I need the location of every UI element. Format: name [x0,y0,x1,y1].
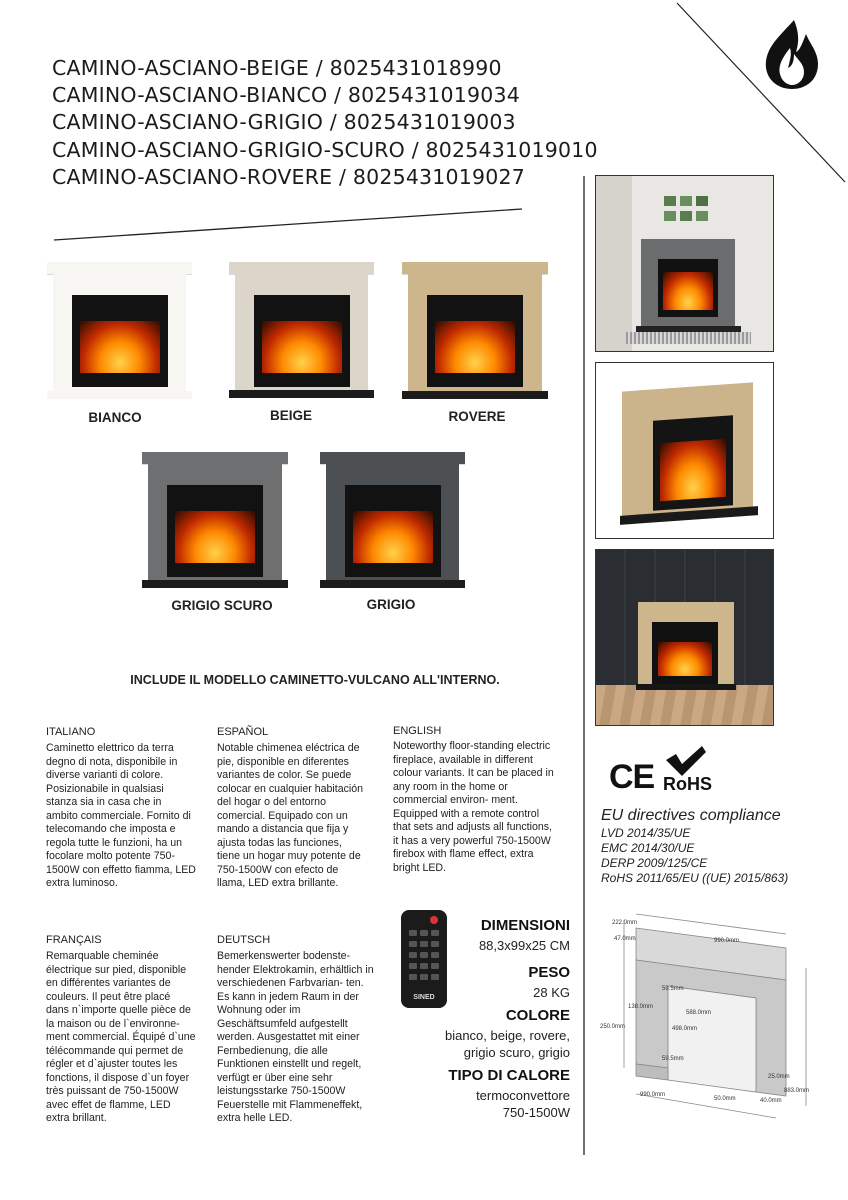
remote-brand: SINED [413,994,435,1001]
dim-label: 25.0mm [768,1074,790,1080]
dim-label: 47.0mm [614,936,636,942]
rohs-mark: RoHS [663,774,712,794]
lang-heading-fr: FRANÇAIS [46,934,102,946]
ce-mark: CE [609,758,655,796]
eu-directive: EMC 2014/30/UE [601,841,695,855]
product-title-line: CAMINO-ASCIANO-GRIGIO-SCURO / 8025431019010 [52,138,598,162]
fireplace-swatch [402,262,548,399]
dim-label: 222.0mm [612,920,638,926]
lang-heading-it: ITALIANO [46,726,96,738]
dim-label: 250.0mm [600,1024,626,1030]
dim-label: 498.0mm [672,1026,698,1032]
include-note: INCLUDE IL MODELLO CAMINETTO-VULCANO ALL'INTERNO. [130,673,500,687]
dim-label: 138.0mm [628,1004,654,1010]
eu-directive: DERP 2009/125/CE [601,856,708,870]
spec-weight-value: 28 KG [533,985,570,1000]
product-title-line: CAMINO-ASCIANO-ROVERE / 8025431019027 [52,165,526,189]
eu-directive: LVD 2014/35/UE [601,826,691,840]
spec-dimensions-label: DIMENSIONI [480,917,570,934]
spec-heat-label: TIPO DI CALORE [448,1067,570,1084]
dim-label: 990.0mm [640,1092,666,1098]
lang-text-es: Notable chimenea eléctrica de pie, disponible en diferentes variantes de color. Se puede colocar en cualquier habitación del hogar o del entorno comercial. Equipado con un mando a distancia que fija y ajusta todas las funciones, tiene un hogar muy potente de 750-1500W con efecto de llama, LED extra brillante. [217,742,364,889]
product-title-line: CAMINO-ASCIANO-BEIGE / 8025431018990 [52,56,502,80]
variant-label: BIANCO [88,410,142,425]
lang-text-it: Caminetto elettrico da terra degno di nota, disponibile in diverse varianti di colore. Posizionabile in qualsiasi stanza sia in casa che in ambito commerciale. Fornito di telecomando che imposta e regola tutte le funzioni, ha un focolare molto potente 750-1500W con effetto fiamma, LED extra luminoso. [46,742,196,889]
spec-weight-label: PESO [528,964,570,981]
fireplace-swatch [142,452,288,588]
fireplace-swatch [320,452,465,588]
dimension-diagram [596,908,846,1146]
dim-label: 990.0mm [714,938,740,944]
rohs-check-icon [664,744,708,778]
spec-dimensions-value: 88,3x99x25 CM [478,938,570,953]
product-title-line: CAMINO-ASCIANO-GRIGIO / 8025431019003 [52,110,516,134]
dim-label: 50.0mm [714,1096,736,1102]
lang-text-fr: Remarquable cheminée électrique sur pied, disponible en différentes variantes de couleurs. Il peut être placé dans n`importe quelle pièce de la maison ou de l`environne- ment commercial. Équipé d`une télécommande qui permet de régler et d`ajuster toutes les fonctions, il dispose d`un foyer très puissant de 750-1500W avec effet de flamme, LED extra brillant. [46,950,196,1124]
dim-label: 883.0mm [784,1088,810,1094]
product-photo-rovere [595,362,774,539]
spec-color-label: COLORE [505,1007,570,1024]
fireplace-swatch [229,262,374,398]
room-photo-dark [595,549,774,726]
eu-directive: RoHS 2011/65/EU ((UE) 2015/863) [601,871,789,885]
variant-label: GRIGIO [366,597,416,612]
eu-compliance-title: EU directives compliance [601,807,781,824]
variant-label: ROVERE [448,409,506,424]
dim-label: 40.0mm [760,1098,782,1104]
lang-heading-es: ESPAÑOL [217,726,269,738]
spec-color-value: grigio scuro, grigio [463,1045,570,1060]
room-photo-grey [595,175,774,352]
product-title-line: CAMINO-ASCIANO-BIANCO / 8025431019034 [52,83,520,107]
remote-control-image [401,910,447,1008]
spec-heat-value: 750-1500W [502,1105,570,1120]
dim-label: 59.5mm [662,1056,684,1062]
variant-label: BEIGE [269,408,312,423]
lang-text-de: Bemerkenswerter bodenste- hender Elektrokamin, erhältlich in verschiedenen Farbvarian- ten. Es kann in jedem Raum in der Wohnung oder im Geschäftsumfeld aufgestellt werden. Ausgestattet mit einer Fernbedienung, die alle Funktionen einstellt und regelt, verfügt er über eine sehr leistungsstarke 750-1500W Feuerstelle mit Flammeneffekt, extra helle LED. [217,950,374,1124]
lang-heading-de: DEUTSCH [217,934,271,946]
dim-label: 59.5mm [662,986,684,992]
fireplace-swatch [47,262,192,399]
spec-heat-value: termoconvettore [476,1088,570,1103]
lang-text-en: Noteworthy floor-standing electric fireplace, available in different colour variants. It can be placed in any room in the home or commercial environ- ment. Equipped with a remote control that sets and adjusts all functions, it has a very powerful 750-1500W firebox with flame effect, extra bright LED. [393,740,554,874]
lang-heading-en: ENGLISH [393,725,442,737]
variant-label: GRIGIO SCURO [171,598,273,613]
flame-logo-icon [760,18,824,90]
spec-color-value: bianco, beige, rovere, [444,1028,570,1043]
dim-label: 588.0mm [686,1010,712,1016]
